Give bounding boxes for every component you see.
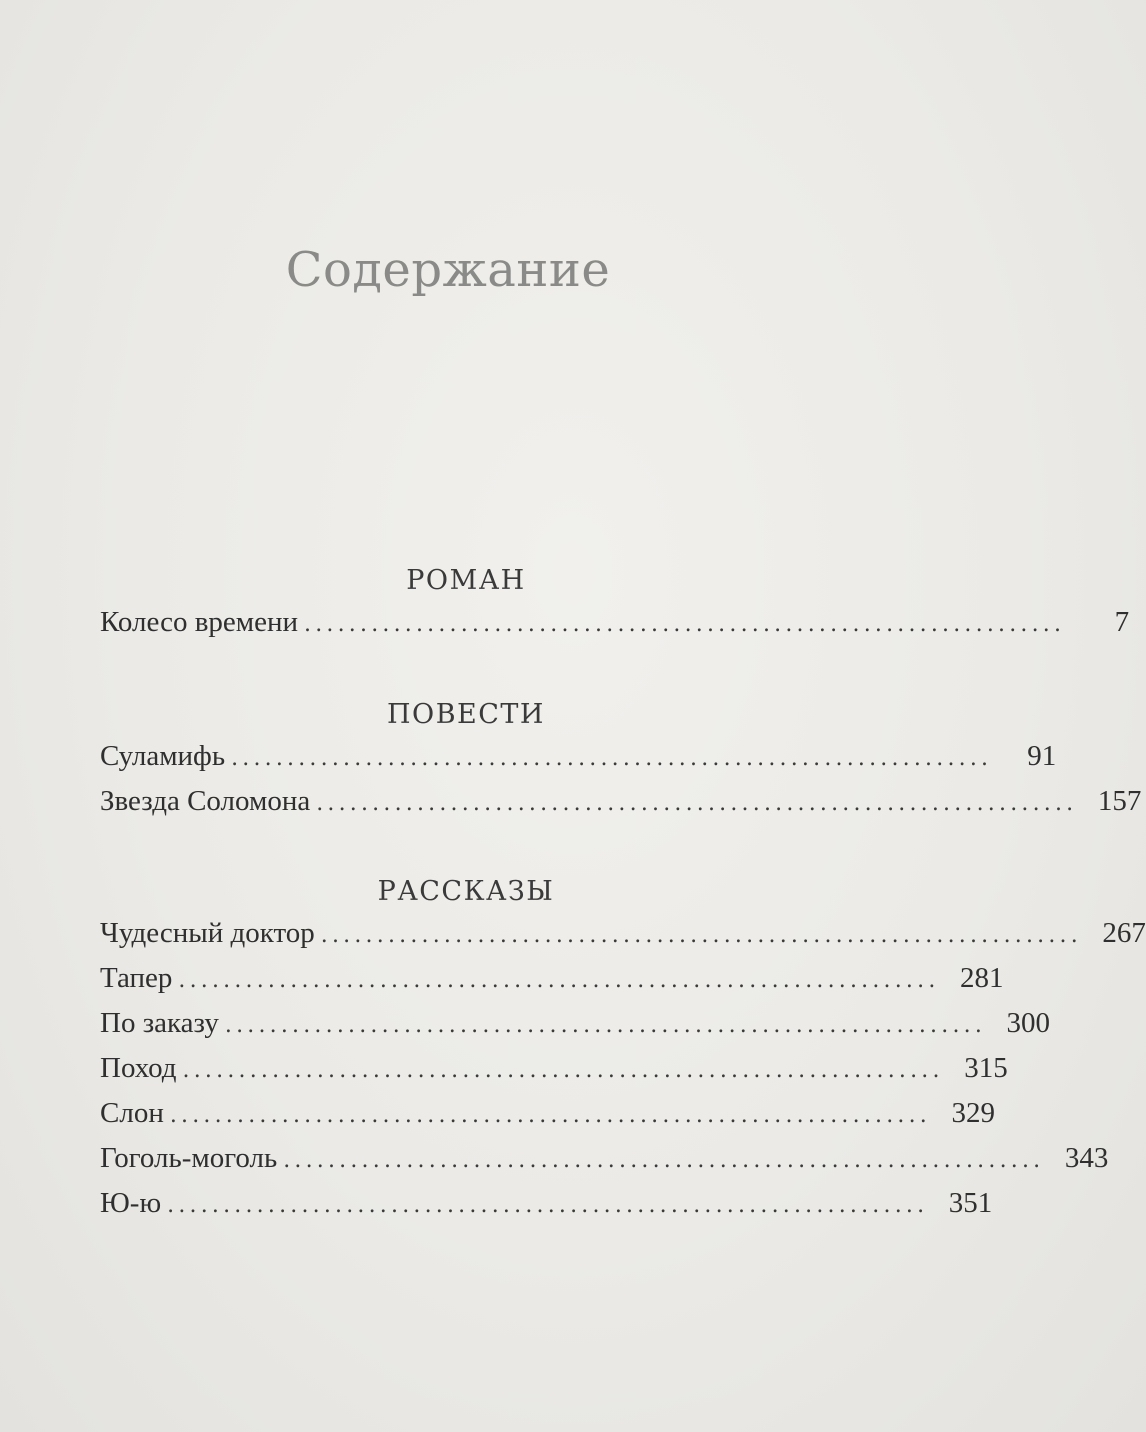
entry-title: Тапер: [100, 962, 173, 994]
toc-entry[interactable]: [100, 1136, 1109, 1181]
entry-page-number: 91: [1027, 740, 1057, 772]
toc-section-povesti: [100, 696, 1142, 824]
dot-leader: ....................................................................: [283, 1148, 1045, 1173]
entry-title: Слон: [100, 1097, 164, 1129]
dot-leader: ....................................................................: [178, 968, 940, 993]
entry-page-number: 300: [1006, 1007, 1051, 1039]
entry-page-number: 7: [1114, 606, 1130, 638]
entry-page-number: 267: [1102, 917, 1146, 949]
entry-title: Ю-ю: [100, 1187, 162, 1219]
toc-entry[interactable]: [100, 1181, 993, 1226]
entry-page-number: 281: [960, 962, 1004, 994]
entry-title: Звезда Соломона: [100, 785, 311, 817]
entry-page-number: 351: [948, 1187, 993, 1219]
dot-leader: ....................................................................: [316, 791, 1078, 816]
entry-title: Колесо времени: [100, 606, 299, 638]
dot-leader: ....................................................................: [167, 1193, 929, 1218]
entry-title: Суламифь: [100, 740, 226, 772]
toc-entry[interactable]: [100, 600, 1130, 645]
dot-leader: ....................................................................: [169, 1103, 931, 1128]
page-title: Содержание: [285, 242, 611, 298]
entry-page-number: 157: [1097, 785, 1142, 817]
dot-leader: ....................................................................: [182, 1058, 944, 1083]
toc-entry[interactable]: [100, 956, 1004, 1001]
entry-page-number: 329: [951, 1097, 995, 1129]
toc-entry[interactable]: [100, 1001, 1051, 1046]
dot-leader: ....................................................................: [304, 612, 1066, 637]
section-heading: РОМАН: [406, 565, 526, 596]
entry-title: Чудесный доктор: [100, 917, 315, 949]
toc-entry[interactable]: [100, 734, 1057, 779]
entry-title: По заказу: [100, 1007, 219, 1039]
toc-entry[interactable]: [100, 779, 1142, 824]
toc-section-roman: [100, 562, 1130, 645]
entry-page-number: 315: [964, 1052, 1008, 1084]
dot-leader: ....................................................................: [224, 1013, 987, 1038]
toc-section-rasskazy: [100, 873, 1146, 1226]
entry-title: Гоголь-моголь: [100, 1142, 278, 1174]
dot-leader: ....................................................................: [320, 923, 1082, 948]
dot-leader: ....................................................................: [231, 746, 993, 771]
entry-title: Поход: [100, 1052, 177, 1084]
toc-entry[interactable]: [100, 911, 1146, 956]
section-heading: ПОВЕСТИ: [387, 699, 545, 730]
section-heading: РАССКАЗЫ: [377, 876, 555, 907]
toc-entry[interactable]: [100, 1091, 995, 1136]
entry-page-number: 343: [1064, 1142, 1109, 1174]
toc-entry[interactable]: [100, 1046, 1008, 1091]
